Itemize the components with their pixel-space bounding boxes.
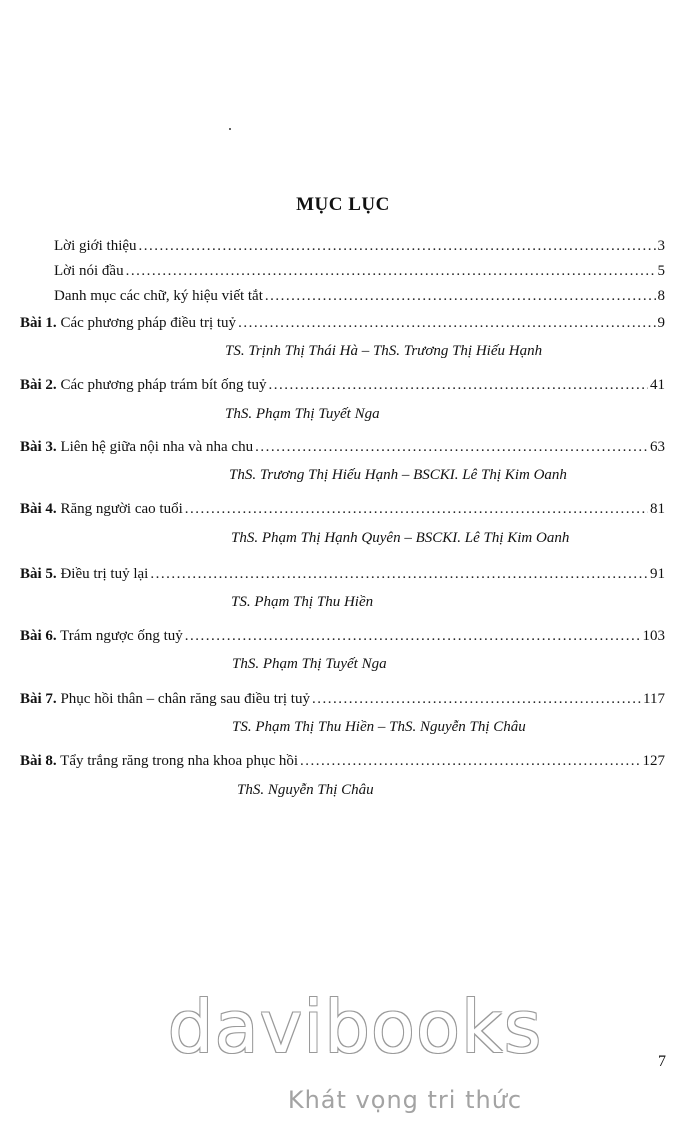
print-speck bbox=[229, 128, 231, 130]
lesson-number: Bài 5. bbox=[20, 566, 57, 582]
toc-entry-page: 8 bbox=[657, 288, 665, 304]
lesson-authors: ThS. Trương Thị Hiếu Hạnh – BSCKI. Lê Thị Kim Oanh bbox=[229, 467, 567, 483]
leader-dots bbox=[268, 376, 648, 394]
toc-entry-page: 81 bbox=[650, 501, 665, 517]
toc-entry-page: 127 bbox=[642, 753, 665, 769]
toc-title: MỤC LỤC bbox=[296, 194, 390, 215]
lesson-number: Bài 7. bbox=[20, 691, 57, 707]
toc-entry-page: 103 bbox=[642, 628, 665, 644]
lesson-title: Răng người cao tuổi bbox=[60, 501, 183, 517]
leader-dots bbox=[300, 752, 640, 770]
lesson-authors: ThS. Phạm Thị Hạnh Quyên – BSCKI. Lê Thị Kim Oanh bbox=[231, 530, 570, 546]
toc-entry-page: 5 bbox=[657, 263, 665, 279]
toc-entry-page: 91 bbox=[650, 566, 665, 582]
lesson-number: Bài 3. bbox=[20, 439, 57, 455]
lesson-title: Các phương pháp điều trị tuỷ bbox=[60, 315, 237, 331]
toc-entry-label: Lời nói đầu bbox=[54, 263, 124, 279]
toc-entry-lesson bbox=[20, 690, 665, 708]
lesson-title: Liên hệ giữa nội nha và nha chu bbox=[60, 439, 254, 455]
toc-entry-front bbox=[54, 237, 665, 255]
page-number: 7 bbox=[658, 1053, 666, 1070]
leader-dots bbox=[126, 262, 656, 280]
leader-dots bbox=[185, 627, 641, 645]
lesson-number: Bài 2. bbox=[20, 377, 57, 393]
lesson-title: Điều trị tuỷ lại bbox=[60, 566, 149, 582]
watermark-brand: davibooks bbox=[167, 985, 543, 1069]
toc-entry-front bbox=[54, 287, 665, 305]
leader-dots bbox=[139, 237, 656, 255]
leader-dots bbox=[150, 565, 648, 583]
leader-dots bbox=[312, 690, 641, 708]
toc-entry-lesson bbox=[20, 438, 665, 456]
toc-entry-page: 63 bbox=[650, 439, 665, 455]
lesson-title: Các phương pháp trám bít ống tuỷ bbox=[60, 377, 267, 393]
toc-entry-label: Lời giới thiệu bbox=[54, 238, 137, 254]
lesson-authors: TS. Phạm Thị Thu Hiền – ThS. Nguyễn Thị Châu bbox=[232, 719, 526, 735]
toc-entry-page: 41 bbox=[650, 377, 665, 393]
toc-entry-page: 3 bbox=[657, 238, 665, 254]
lesson-number: Bài 8. bbox=[20, 753, 57, 769]
leader-dots bbox=[255, 438, 648, 456]
lesson-number: Bài 6. bbox=[20, 628, 57, 644]
toc-entry-page: 9 bbox=[657, 315, 665, 331]
toc-entry-lesson bbox=[20, 500, 665, 518]
lesson-title: Trám ngược ống tuỷ bbox=[60, 628, 183, 644]
toc-entry-lesson bbox=[20, 565, 665, 583]
lesson-authors: ThS. Phạm Thị Tuyết Nga bbox=[225, 406, 380, 422]
lesson-title: Phục hồi thân – chân răng sau điều trị tuỷ bbox=[60, 691, 310, 707]
leader-dots bbox=[238, 314, 655, 332]
lesson-authors: ThS. Nguyễn Thị Châu bbox=[237, 782, 374, 798]
toc-entry-lesson bbox=[20, 314, 665, 332]
lesson-authors: TS. Phạm Thị Thu Hiền bbox=[231, 594, 374, 610]
toc-entry-lesson bbox=[20, 752, 665, 770]
lesson-number: Bài 1. bbox=[20, 315, 57, 331]
leader-dots bbox=[265, 287, 656, 305]
lesson-authors: ThS. Phạm Thị Tuyết Nga bbox=[232, 656, 387, 672]
toc-entry-page: 117 bbox=[643, 691, 665, 707]
leader-dots bbox=[185, 500, 648, 518]
toc-entry-lesson bbox=[20, 627, 665, 645]
lesson-title: Tẩy trắng răng trong nha khoa phục hồi bbox=[60, 753, 299, 769]
lesson-number: Bài 4. bbox=[20, 501, 57, 517]
toc-entry-front bbox=[54, 262, 665, 280]
watermark-tagline: Khát vọng tri thức bbox=[287, 1086, 523, 1114]
toc-entry-label: Danh mục các chữ, ký hiệu viết tắt bbox=[54, 288, 263, 304]
toc-entry-lesson bbox=[20, 376, 665, 394]
lesson-authors: TS. Trịnh Thị Thái Hà – ThS. Trương Thị Hiếu Hạnh bbox=[225, 343, 543, 359]
